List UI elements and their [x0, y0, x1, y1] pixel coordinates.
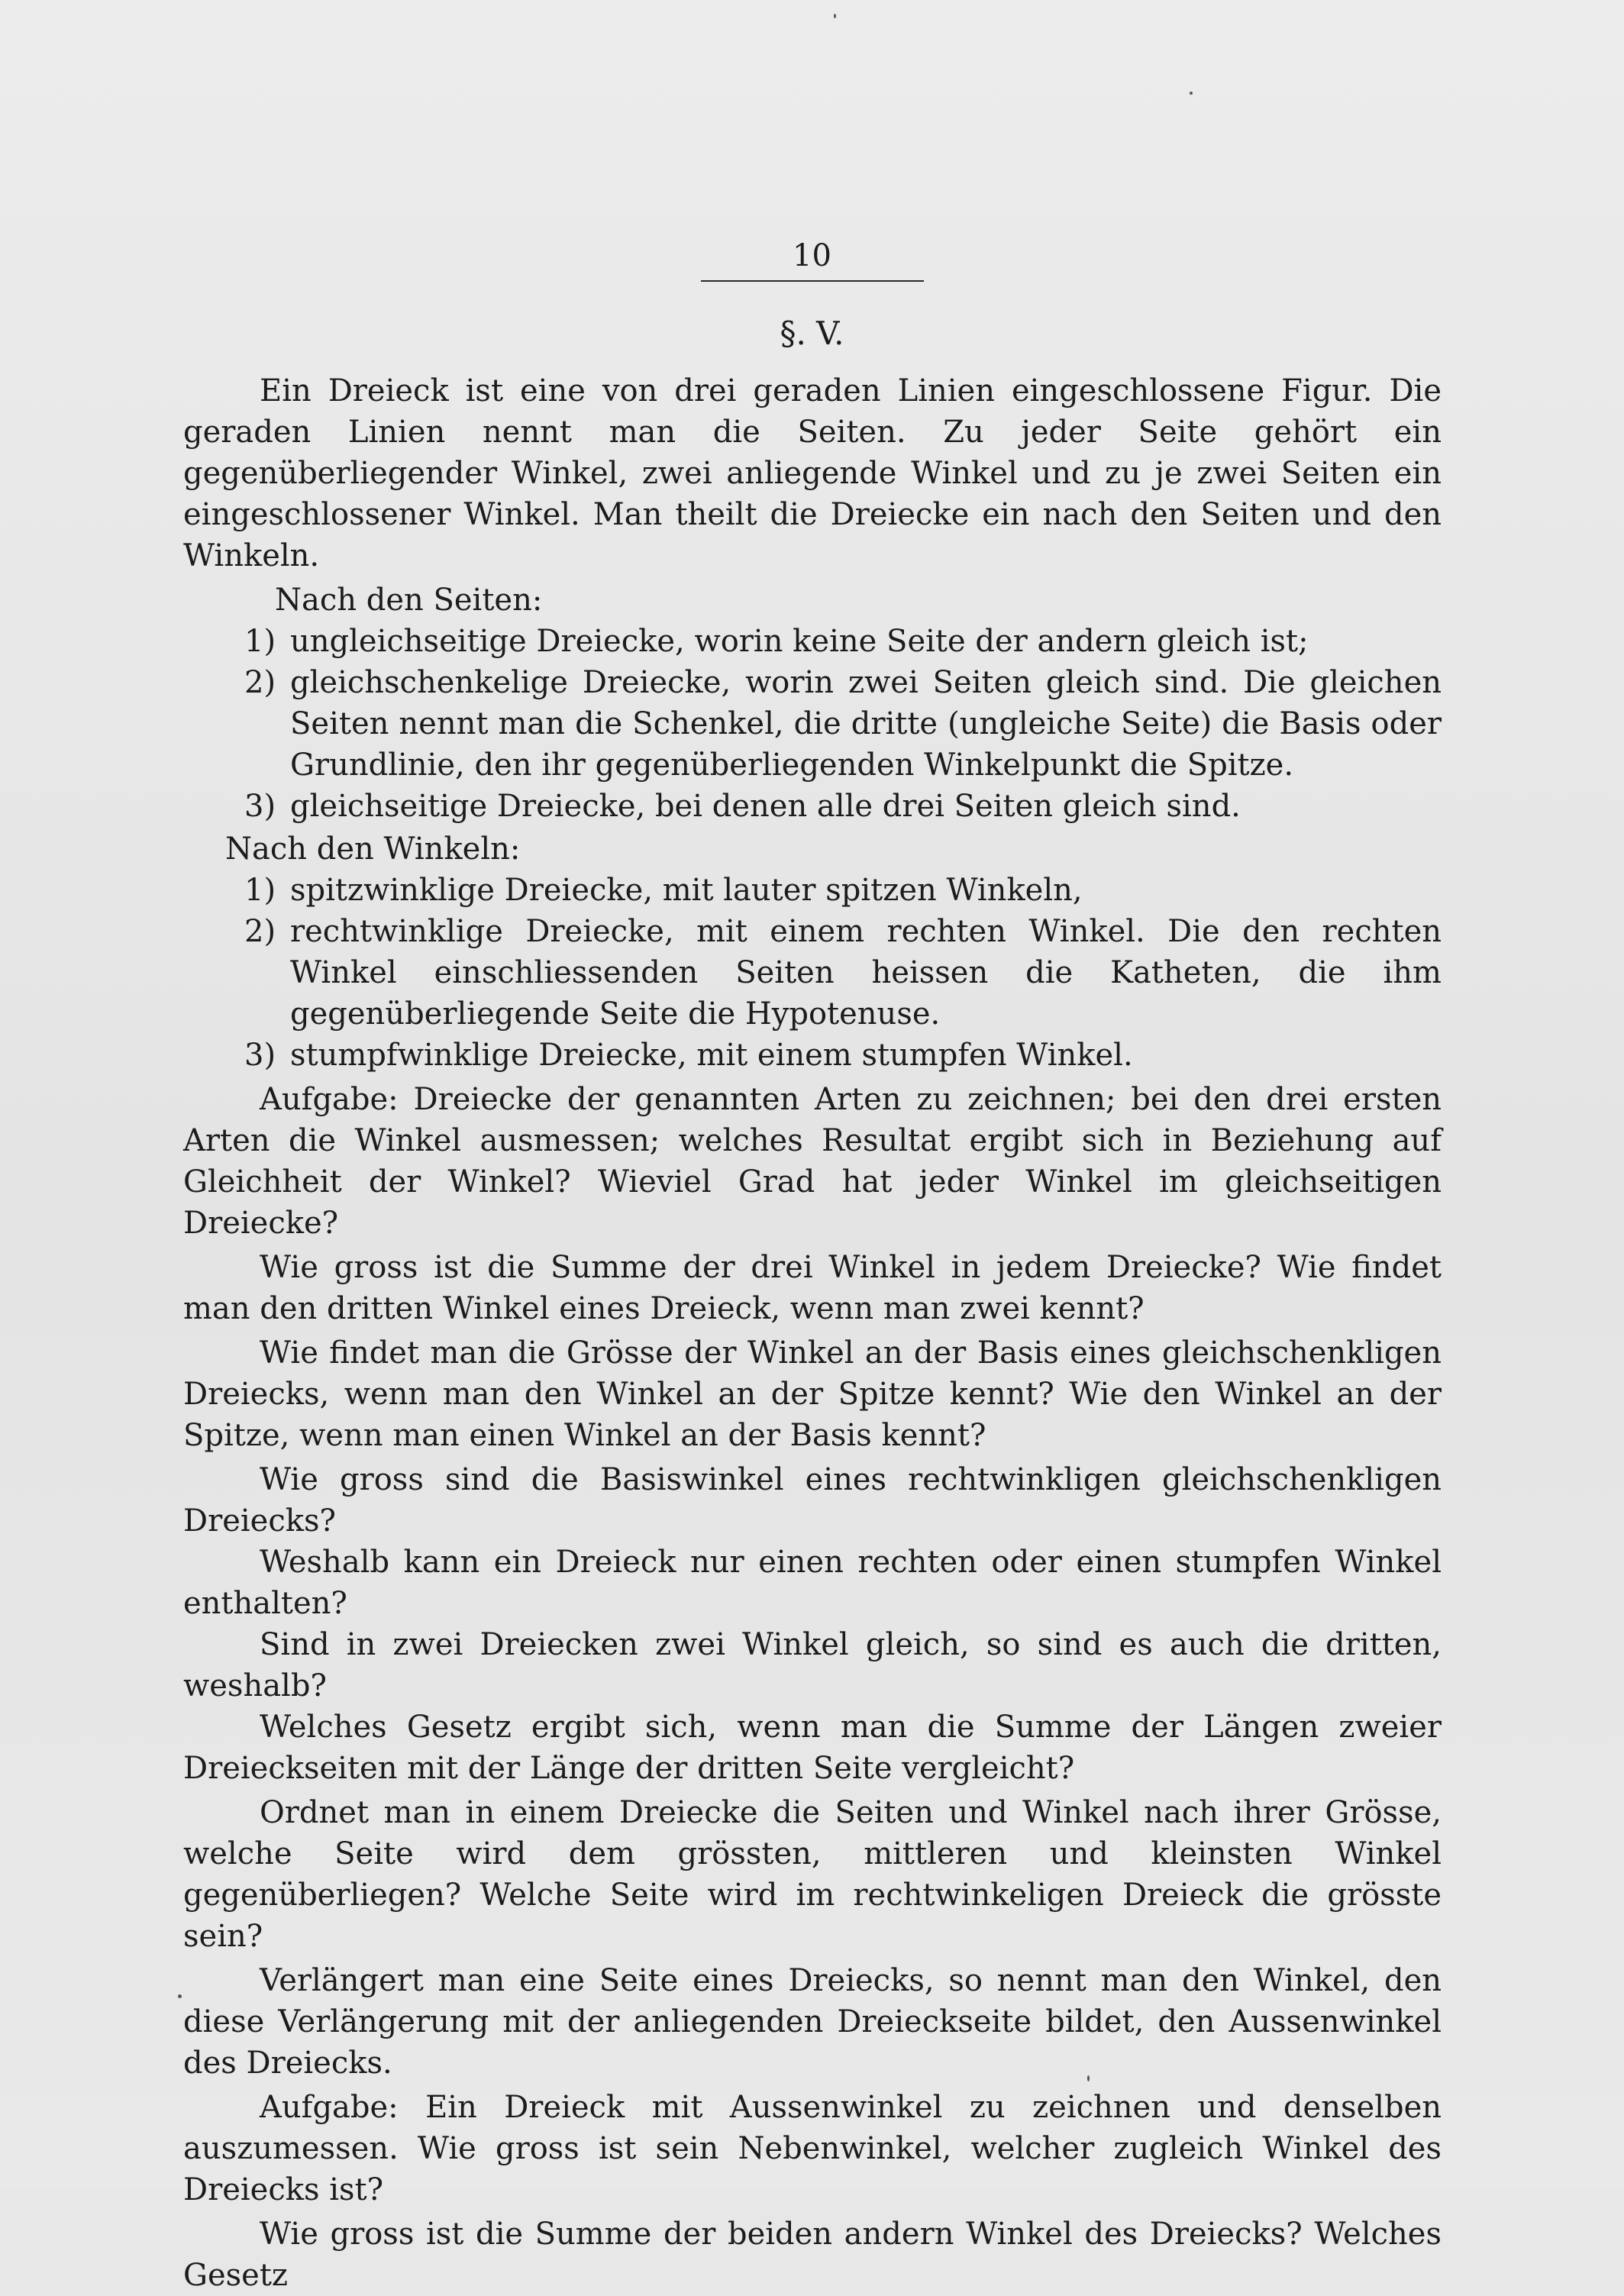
list-item-text: ungleichseitige Dreiecke, worin keine Seite der andern gleich ist; — [290, 624, 1309, 659]
body-paragraph: Ordnet man in einem Dreiecke die Seiten und Winkel nach ihrer Grösse, welche Seite wird dem grössten, mittleren und kleinsten Winkel gegenüberliegen? Welche Seite wird im rechtwinkeligen Dreieck die grösste sein? — [183, 1795, 1442, 1954]
body-paragraph: Wie gross sind die Basiswinkel eines rechtwinkligen gleichschenkligen Dreiecks? — [183, 1462, 1442, 1539]
list-item-number: 1) — [244, 873, 276, 908]
list-item — [244, 1035, 1442, 1076]
paper-speck — [178, 1994, 182, 1998]
paper-speck — [1087, 2075, 1090, 2081]
body-paragraph: Aufgabe: Dreiecke der genannten Arten zu zeichnen; bei den drei ersten Arten die Winkel ausmessen; welches Resultat ergibt sich in Beziehung auf Gleichheit der Winkel? Wieviel Grad hat jeder Winkel im gleichseitigen Dreiecke? — [183, 1082, 1442, 1241]
list-item-text: gleichseitige Dreiecke, bei denen alle drei Seiten gleich sind. — [290, 789, 1241, 824]
list-item-number: 1) — [244, 624, 276, 659]
body-paragraph: Wie findet man die Grösse der Winkel an der Basis eines gleichschenkligen Dreiecks, wenn man den Winkel an der Spitze kennt? Wie den Winkel an der Spitze, wenn man einen Winkel an der Basis kennt? — [183, 1335, 1442, 1453]
intro-paragraph: Ein Dreieck ist eine von drei geraden Linien eingeschlossene Figur. Die geraden Linien nennt man die Seiten. Zu jeder Seite gehört ein gegenüberliegender Winkel, zwei anliegende Winkel und zu je zwei Seiten ein eingeschlossener Winkel. Man theilt die Dreiecke ein nach den Seiten und den Winkeln. — [183, 373, 1442, 573]
section-heading: §. V. — [780, 315, 844, 352]
list-item-text: stumpfwinklige Dreiecke, mit einem stumpfen Winkel. — [290, 1038, 1133, 1073]
page-body — [183, 370, 1442, 2296]
list-item-number: 3) — [244, 1038, 276, 1073]
list-item — [244, 662, 1442, 786]
body-paragraph: Verlängert man eine Seite eines Dreiecks, so nennt man den Winkel, den diese Verlängerung mit der anliegenden Dreieckseite bildet, den Aussenwinkel des Dreiecks. — [183, 1963, 1442, 2081]
body-paragraph: Wie gross ist die Summe der drei Winkel in jedem Dreiecke? Wie findet man den dritten Winkel eines Dreieck, wenn man zwei kennt? — [183, 1250, 1442, 1326]
body-paragraph: Weshalb kann ein Dreieck nur einen rechten oder einen stumpfen Winkel enthalten? — [183, 1545, 1442, 1621]
list-item — [244, 870, 1442, 911]
list-item-number: 2) — [244, 914, 276, 949]
header-rule — [701, 280, 924, 282]
list-item-text: spitzwinklige Dreiecke, mit lauter spitzen Winkeln, — [290, 873, 1083, 908]
body-paragraph: Aufgabe: Ein Dreieck mit Aussenwinkel zu zeichnen und denselben auszumessen. Wie gross ist sein Nebenwinkel, welcher zugleich Winkel des Dreiecks ist? — [183, 2090, 1442, 2207]
sides-heading: Nach den Seiten: — [275, 583, 543, 618]
list-item — [244, 786, 1442, 827]
body-paragraph: Welches Gesetz ergibt sich, wenn man die Summe der Längen zweier Dreieckseiten mit der Länge der dritten Seite vergleicht? — [183, 1710, 1442, 1786]
page-number: 10 — [793, 238, 831, 273]
list-item-text: gleichschenkelige Dreiecke, worin zwei Seiten gleich sind. Die gleichen Seiten nennt man die Schenkel, die dritte (ungleiche Seite) die Basis oder Grundlinie, den ihr gegenüberliegenden Winkelpunkt die Spitze. — [290, 665, 1442, 783]
paper-speck — [1190, 92, 1193, 95]
list-item-number: 2) — [244, 665, 276, 700]
paper-speck — [834, 14, 836, 18]
list-item — [244, 621, 1442, 662]
angles-heading: Nach den Winkeln: — [225, 832, 521, 867]
body-paragraph: Wie gross ist die Summe der beiden andern Winkel des Dreiecks? Welches Gesetz — [183, 2217, 1442, 2293]
body-paragraph: Sind in zwei Dreiecken zwei Winkel gleich, so sind es auch die dritten, weshalb? — [183, 1627, 1442, 1703]
list-item-number: 3) — [244, 789, 276, 824]
list-item-text: rechtwinklige Dreiecke, mit einem rechten Winkel. Die den rechten Winkel einschliessenden Seiten heissen die Katheten, die ihm gegenüberliegende Seite die Hypotenuse. — [290, 914, 1442, 1032]
list-item — [244, 911, 1442, 1035]
